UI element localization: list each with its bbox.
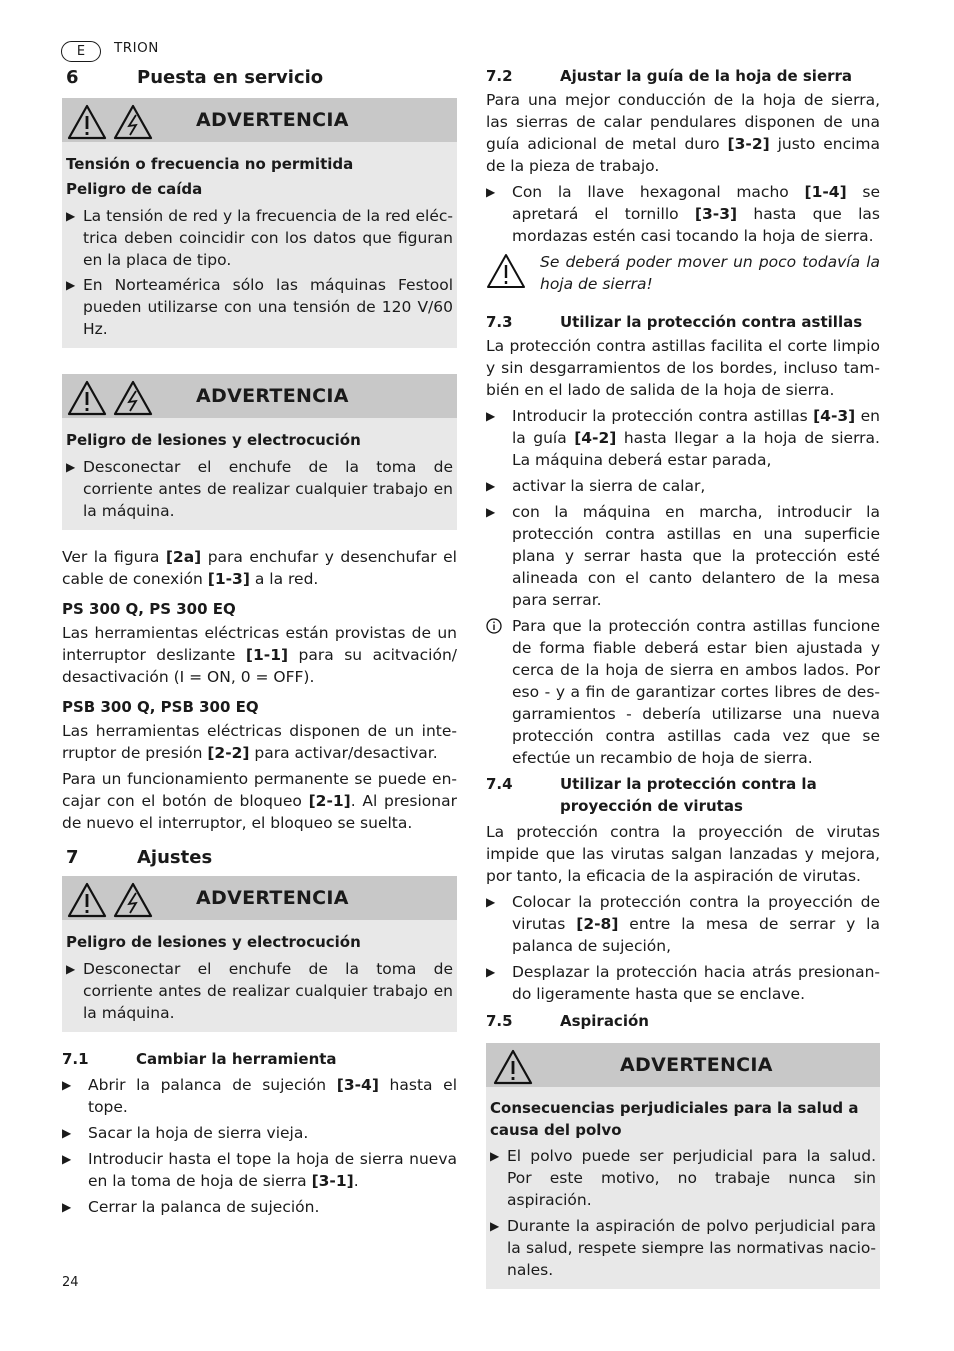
section-6-heading — [62, 64, 457, 90]
subsection-7-3-heading: 7.3 Utilizar la protección contra astillas — [486, 313, 863, 331]
list-item: ▶ En Norteamérica sólo las máquinas Festool pueden utilizarse con una tensión de 120 V/60 Hz. — [66, 276, 453, 338]
warning-triangle-icon — [67, 882, 107, 918]
subsection-7-1-heading: 7.1 Cambiar la herramienta — [62, 1050, 337, 1068]
bullet-arrow-icon: ▶ — [62, 1200, 72, 1214]
product-name: TRION — [114, 40, 159, 56]
list-item: ▶ Introducir hasta el tope la hoja de sierra nueva en la toma de hoja de sierra [3-1]. — [62, 1150, 457, 1190]
list-item: ▶ Abrir la palanca de sujeción [3-4] hasta el tope. — [62, 1076, 458, 1116]
list-item: ▶ con la máquina en marcha, introducir la protección contra astillas en una superficie plana y serrar hasta que la protección esté alineada con el canto delantero de la mesa para serrar. — [486, 503, 880, 609]
warning-triangle-icon — [67, 104, 107, 140]
warning-box-voltage — [62, 98, 457, 348]
steps-list-7-4 — [486, 891, 880, 1005]
bullet-arrow-icon: ▶ — [490, 1219, 500, 1233]
bullet-arrow-icon: ▶ — [486, 895, 496, 909]
warning-box-injury-2 — [62, 876, 457, 1032]
right-column — [486, 64, 880, 1289]
paragraph-permanent: Para un funcionamiento permanente se puede encajar con el botón de bloqueo [2-1]. Al presionar de nuevo el interruptor, el bloqueo se suelta. — [62, 770, 457, 832]
list-item: ▶ Durante la aspiración de polvo perjudicial para la salud, respete siempre las normativas nacionales. — [490, 1217, 876, 1279]
language-badge: E — [61, 41, 101, 62]
bullet-arrow-icon: ▶ — [66, 460, 76, 474]
subsection-7-2-heading: 7.2 Ajustar la guía de la hoja de sierra — [486, 67, 853, 85]
warning-header — [62, 876, 457, 920]
warning-title: ADVERTENCIA — [620, 1054, 773, 1076]
list-item: ▶ Sacar la hoja de sierra vieja. — [62, 1124, 309, 1142]
bullet-arrow-icon: ▶ — [486, 479, 496, 493]
steps-list-7-1 — [62, 1074, 457, 1218]
paragraph-7-3: La protección contra astillas facilita el corte limpio y sin desgarramientos de los bordes, incluso también en el lado de salida de la hoja de sierra. — [486, 337, 880, 399]
section-title: Ajustes — [137, 846, 213, 868]
warning-triangle-icon — [67, 380, 107, 416]
warning-triangle-icon — [493, 1049, 533, 1085]
info-note: Para que la protección contra astillas funcione de forma fiable deberá estar bien ajustada y cerca de la hoja de sierra en ambos lados. Por eso - y a fin de garantizar cortes libres de desgarramientos - debería utilizarse una nueva protección contra astillas cada vez que se efectúe un recambio de hoja de sierra. — [486, 615, 880, 769]
warning-header — [62, 98, 457, 142]
subsection-7-5-heading: 7.5 Aspiración — [486, 1012, 649, 1030]
list-item: ▶ La tensión de red y la frecuencia de la red eléctrica deben coincidir con los datos que figuran en la placa de tipo. — [66, 207, 453, 269]
paragraph-7-2: Para una mejor conducción de la hoja de sierra, las sierras de calar pendulares disponen de una guía adicional de metal duro [3-2] justo encima de la pieza de trabajo. — [486, 91, 880, 175]
bullet-arrow-icon: ▶ — [486, 505, 496, 519]
list-item: ▶ El polvo puede ser perjudicial para la salud. Por este motivo, no trabaje nunca sin aspiración. — [490, 1147, 876, 1209]
bullet-arrow-icon: ▶ — [66, 278, 76, 292]
warning-triangle-icon — [486, 253, 526, 289]
hazard-name: Peligro de lesiones y electrocución — [66, 933, 361, 951]
warning-title: ADVERTENCIA — [196, 109, 349, 131]
bullet-arrow-icon: ▶ — [66, 962, 76, 976]
left-column — [62, 64, 457, 1218]
hazard-consequence: Peligro de caída — [66, 180, 203, 198]
steps-list-7-2 — [486, 181, 880, 247]
electric-hazard-icon — [113, 380, 153, 416]
hazard-name: Peligro de lesiones y electrocución — [66, 431, 361, 449]
page-number: 24 — [62, 1275, 79, 1290]
info-icon — [486, 618, 502, 634]
warning-body — [486, 1087, 880, 1289]
list-item: ▶ Introducir la protección contra astillas [4-3] en la guía [4-2] hasta llegar a la hoja de sierra. La máquina deberá estar parada, — [486, 407, 880, 469]
warning-body — [62, 920, 457, 1032]
warning-box-injury — [62, 374, 457, 530]
caution-note: Se deberá poder mover un poco todavía la hoja de sierra! — [486, 251, 880, 295]
list-item: ▶ activar la sierra de calar, — [486, 477, 706, 495]
steps-list-7-3 — [486, 405, 880, 611]
paragraph-7-4: La protección contra la proyección de virutas impide que las virutas salgan lanzadas y mejora, por tanto, la eficacia de la aspiración de virutas. — [486, 823, 880, 885]
bullet-arrow-icon: ▶ — [66, 209, 76, 223]
section-number: 6 — [66, 66, 79, 88]
electric-hazard-icon — [113, 882, 153, 918]
warning-body — [62, 142, 457, 348]
subsection-7-4-heading: 7.4 Utilizar la protección contra la proyección de virutas — [486, 775, 817, 815]
list-item: ▶ Desconectar el enchufe de la toma de corriente antes de realizar cualquier trabajo en la máquina. — [66, 458, 453, 520]
list-item: ▶ Desplazar la protección hacia atrás presionando ligeramente hasta que se enclave. — [486, 963, 880, 1003]
bullet-arrow-icon: ▶ — [486, 965, 496, 979]
warning-title: ADVERTENCIA — [196, 887, 349, 909]
electric-hazard-icon — [113, 104, 153, 140]
list-item: ▶ Colocar la protección contra la proyección de virutas [2-8] entre la mesa de serrar y la palanca de sujeción, — [486, 893, 880, 955]
paragraph-psb: Las herramientas eléctricas disponen de un interruptor de presión [2-2] para activar/desactivar. — [62, 722, 457, 762]
bullet-arrow-icon: ▶ — [486, 409, 496, 423]
model-heading-ps: PS 300 Q, PS 300 EQ — [62, 600, 236, 618]
section-title: Puesta en servicio — [137, 66, 324, 88]
hazard-name: Consecuencias perjudiciales para la salud a causa del polvo — [490, 1099, 859, 1139]
paragraph-figure-ref: Ver la figura [2a] para enchufar y desenchufar el cable de conexión [1-3] a la red. — [62, 548, 457, 588]
warning-header — [486, 1043, 880, 1087]
warning-title: ADVERTENCIA — [196, 385, 349, 407]
hazard-name: Tensión o frecuencia no permitida — [66, 155, 354, 173]
list-item: ▶ Desconectar el enchufe de la toma de corriente antes de realizar cualquier trabajo en la máquina. — [66, 960, 453, 1022]
warning-header — [62, 374, 457, 418]
bullet-arrow-icon: ▶ — [490, 1149, 500, 1163]
model-heading-psb: PSB 300 Q, PSB 300 EQ — [62, 698, 259, 716]
bullet-arrow-icon: ▶ — [62, 1078, 72, 1092]
list-item: ▶ Con la llave hexagonal macho [1-4] se apretará el tornillo [3-3] hasta que las mordazas estén casi tocando la hoja de sierra. — [486, 183, 880, 245]
warning-body — [62, 418, 457, 530]
section-7-heading — [62, 844, 457, 870]
bullet-arrow-icon: ▶ — [62, 1152, 72, 1166]
list-item: ▶ Cerrar la palanca de sujeción. — [62, 1198, 320, 1216]
paragraph-ps: Las herramientas eléctricas están provistas de un interruptor deslizante [1-1] para su acitvación/ desactivación (I = ON, 0 = OFF). — [62, 624, 457, 686]
warning-box-dust — [486, 1043, 880, 1289]
bullet-arrow-icon: ▶ — [62, 1126, 72, 1140]
section-number: 7 — [66, 846, 79, 868]
bullet-arrow-icon: ▶ — [486, 185, 496, 199]
